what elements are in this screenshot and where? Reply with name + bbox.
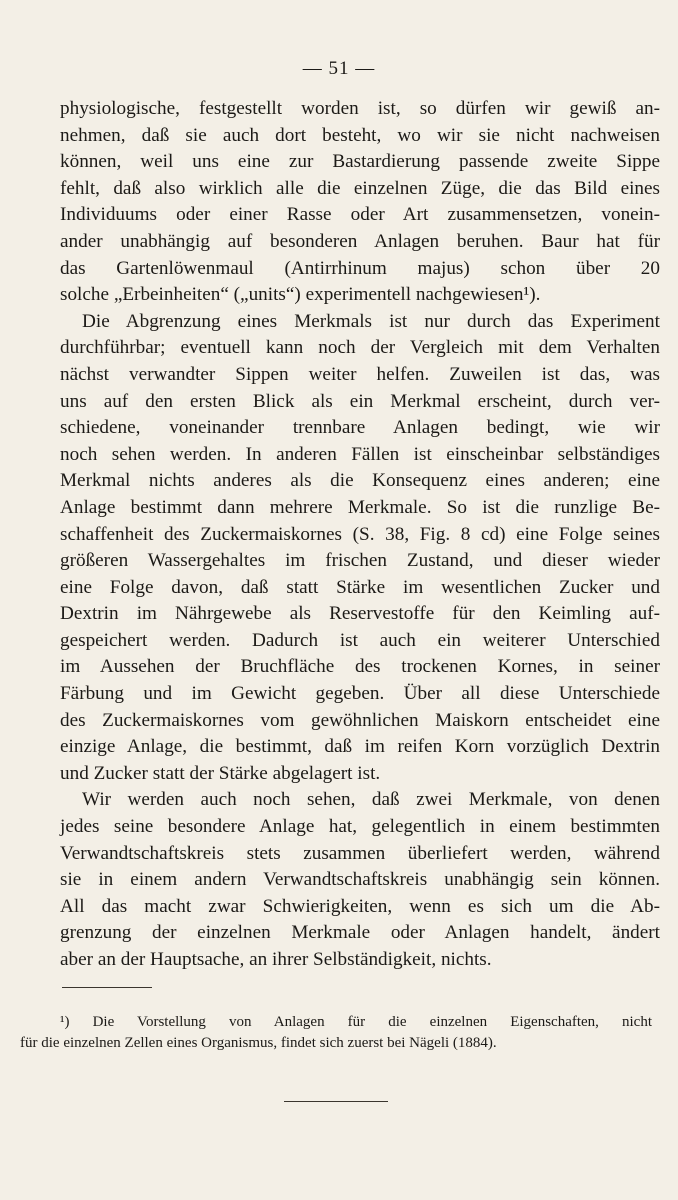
text-line: das Gartenlöwenmaul (Antirrhinum majus) schon über 20 (60, 257, 660, 279)
text-line: noch sehen werden. In anderen Fällen ist einscheinbar selbständiges (60, 443, 660, 465)
text-line: fehlt, daß also wirklich alle die einzelnen Züge, die das Bild eines (60, 177, 660, 199)
paragraph-1 (60, 96, 660, 309)
text-line: nehmen, daß sie auch dort besteht, wo wir sie nicht nachweisen (60, 124, 660, 146)
text-line: Individuums oder einer Rasse oder Art zusammensetzen, vonein- (60, 204, 660, 226)
text-line: einzige Anlage, die bestimmt, daß im reifen Korn vorzüglich Dextrin (60, 736, 660, 758)
text-line: Merkmal nichts anderes als die Konsequenz eines anderen; eine (60, 470, 660, 492)
text-line: All das macht zwar Schwierigkeiten, wenn es sich um die Ab- (60, 895, 660, 917)
paragraph-2 (60, 309, 660, 788)
text-line: physiologische, festgestellt worden ist, so dürfen wir gewiß an- (60, 98, 660, 119)
text-line: jedes seine besondere Anlage hat, gelegentlich in einem bestimmten (60, 816, 660, 838)
text-line: eine Folge davon, daß statt Stärke im wesentlichen Zucker und (60, 576, 660, 598)
text-line: können, weil uns eine zur Bastardierung passende zweite Sippe (60, 151, 660, 173)
text-line: gespeichert werden. Dadurch ist auch ein weiterer Unterschied (60, 629, 660, 651)
footnote-line: für die einzelnen Zellen eines Organismus, findet sich zuerst bei Nägeli (1884). (20, 1035, 497, 1051)
text-line: nächst verwandter Sippen weiter helfen. Zuweilen ist das, was (60, 363, 660, 385)
text-line: Verwandtschaftskreis stets zusammen überliefert werden, während (60, 842, 660, 864)
text-line: Die Abgrenzung eines Merkmals ist nur durch das Experiment (82, 310, 660, 332)
text-line: aber an der Hauptsache, an ihrer Selbständigkeit, nichts. (60, 949, 492, 970)
text-line: uns auf den ersten Blick als ein Merkmal erscheint, durch ver- (60, 390, 660, 412)
paragraph-3 (60, 787, 660, 973)
text-line: Anlage bestimmt dann mehrere Merkmale. So ist die runzlige Be- (60, 496, 660, 518)
text-line: Färbung und im Gewicht gegeben. Über all diese Unterschiede (60, 683, 660, 705)
text-line: Wir werden auch noch sehen, daß zwei Merkmale, von denen (82, 789, 660, 811)
text-line: größeren Wassergehaltes im frischen Zustand, und dieser wieder (60, 550, 660, 572)
text-line: im Aussehen der Bruchfläche des trockenen Kornes, in seiner (60, 656, 660, 678)
page-number: — 51 — (302, 58, 376, 79)
text-line: ander unabhängig auf besonderen Anlagen beruhen. Baur hat für (60, 230, 660, 252)
text-line: solche „Erbeinheiten“ („units“) experimentell nachgewiesen¹). (60, 284, 541, 306)
text-line: Dextrin im Nährgewebe als Reservestoffe für den Keimling auf- (60, 603, 660, 625)
page-end-divider (284, 1101, 388, 1102)
text-line: sie in einem andern Verwandtschaftskreis unabhängig sein können. (60, 869, 660, 891)
footnote-line: ¹) Die Vorstellung von Anlagen für die einzelnen Eigenschaften, nicht (60, 1014, 652, 1030)
main-text (60, 96, 660, 974)
footnote (20, 1012, 652, 1054)
text-line: schiedene, voneinander trennbare Anlagen bedingt, wie wir (60, 417, 660, 439)
text-line: des Zuckermaiskornes vom gewöhnlichen Maiskorn entscheidet eine (60, 709, 660, 731)
text-line: grenzung der einzelnen Merkmale oder Anlagen handelt, ändert (60, 922, 660, 944)
text-line: und Zucker statt der Stärke abgelagert ist. (60, 762, 381, 784)
text-line: schaffenheit des Zuckermaiskornes (S. 38, Fig. 8 cd) eine Folge seines (60, 523, 660, 545)
text-line: durchführbar; eventuell kann noch der Vergleich mit dem Verhalten (60, 337, 660, 359)
footnote-divider (62, 987, 152, 988)
